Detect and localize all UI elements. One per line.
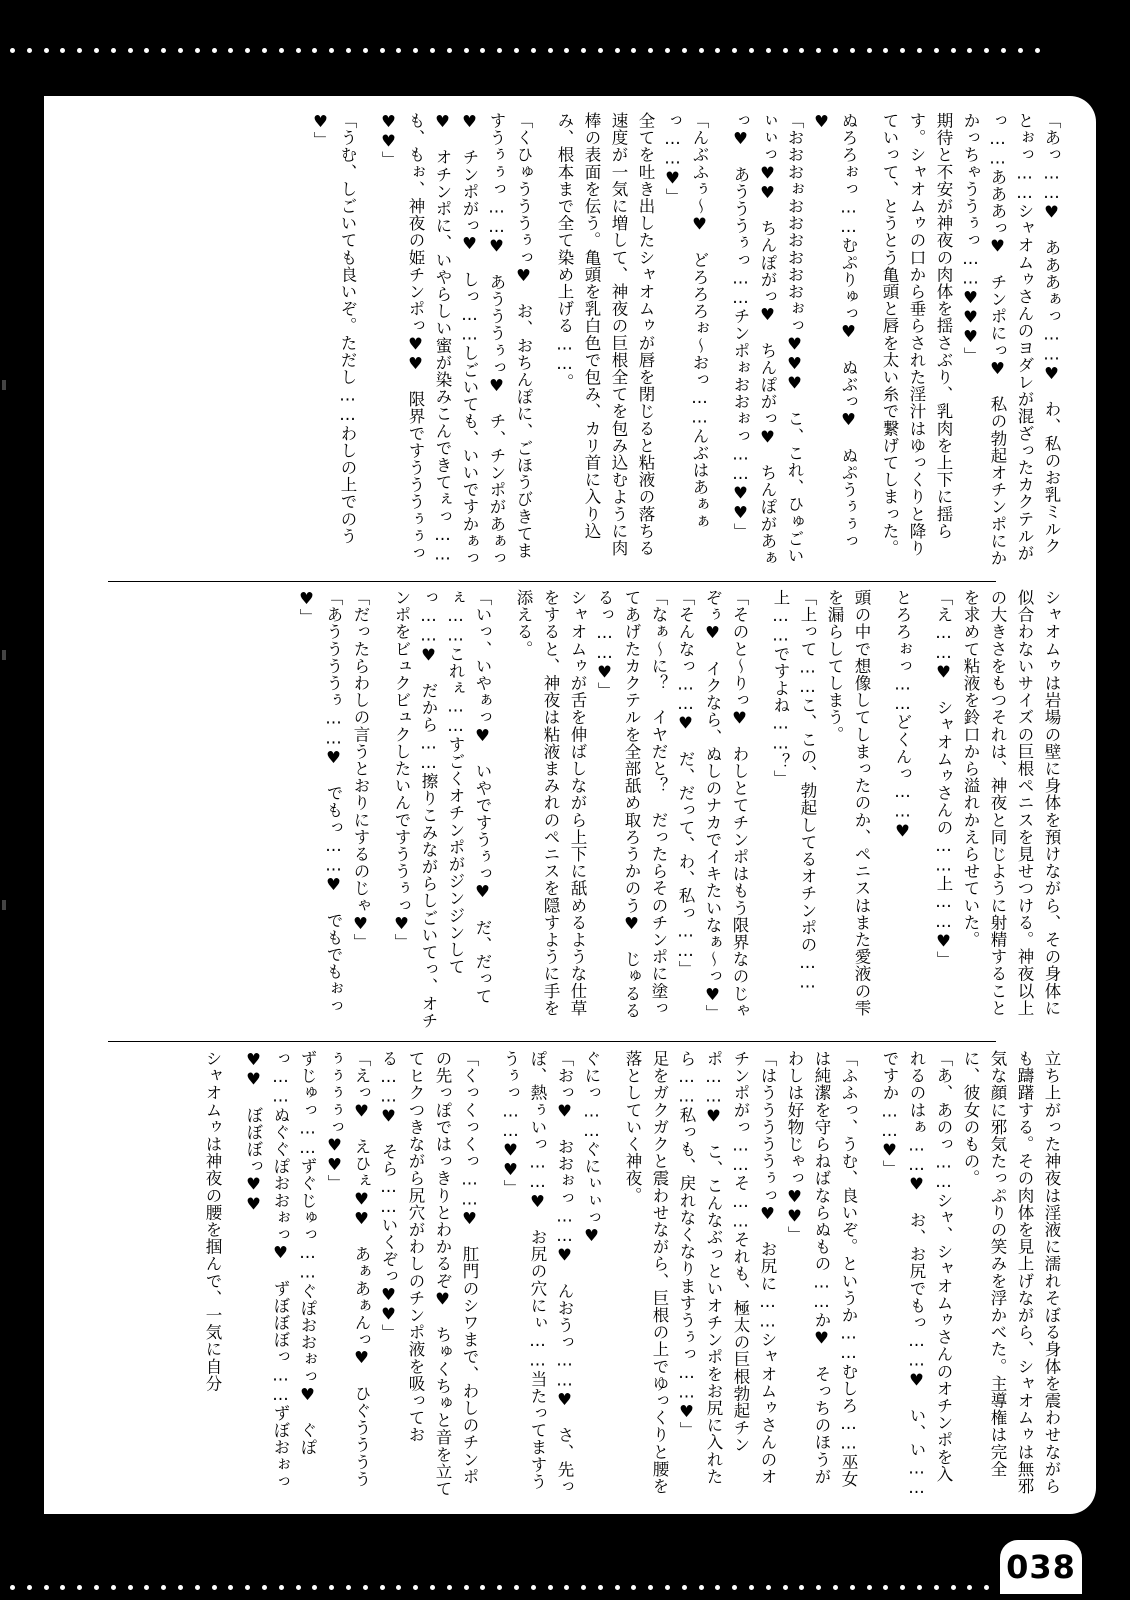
border-dot — [749, 1585, 754, 1590]
border-dot — [212, 1585, 217, 1590]
border-dot — [648, 1585, 653, 1590]
border-dot — [732, 1585, 737, 1590]
border-dot — [497, 48, 502, 53]
border-dot — [548, 1585, 553, 1590]
paragraph: 「いっ、いやぁっ♥ いやですうぅっ♥ だ、だってぇ……これぇ……すごくオチンポがジンジンしてっ……♥ だから……擦りこみながらしごいてっ、オチンポをビュクビュクしたいんですううぅっ♥」 — [392, 589, 492, 1029]
border-dot — [531, 48, 536, 53]
border-dot — [564, 48, 569, 53]
border-dot — [783, 48, 788, 53]
border-dot — [27, 1585, 32, 1590]
border-dot — [984, 1585, 989, 1590]
border-dot — [312, 48, 317, 53]
border-dot — [396, 1585, 401, 1590]
border-dot — [699, 1585, 704, 1590]
paragraph: 「上って……こ、この、勃起してるオチンポの……上……ですよね……？」 — [771, 589, 817, 993]
border-dot — [833, 48, 838, 53]
border-dot — [312, 1585, 317, 1590]
border-dot — [44, 1585, 49, 1590]
paragraph: シャオムゥは岩場の壁に身体を預けながら、その身体に似合わないサイズの巨根ペニスを見せつける。神夜以上の大きさをもつそれは、神夜と同じように射精することを求めて粘液を鈴口から溢れかえらせていた。 — [961, 589, 1061, 1017]
border-dot — [984, 48, 989, 53]
border-dot — [464, 48, 469, 53]
border-dot — [128, 48, 133, 53]
border-dot — [464, 1585, 469, 1590]
border-dot — [228, 1585, 233, 1590]
border-dot — [615, 1585, 620, 1590]
border-dot — [1018, 48, 1023, 53]
paragraph: 「はうううううぅっ♥ お尻に……シャオムゥさんのオチンポがっ……そ……それも、極太の巨根勃起チンポ……♥ こ、こんなぶっといオチンポをお尻に入れたら……私っも、戻れなくなりますうぅっ……♥」 — [677, 1050, 777, 1485]
border-dot — [44, 48, 49, 53]
border-dot — [883, 48, 888, 53]
paragraph: とろろぉっ……どくんっ……♥ — [893, 589, 912, 841]
border-dot — [363, 48, 368, 53]
border-dot — [766, 48, 771, 53]
border-dot — [665, 1585, 670, 1590]
border-dot — [161, 1585, 166, 1590]
border-dot — [94, 1585, 99, 1590]
paragraph: 足をガクガクと震わせながら、巨根の上でゆっくりと腰を落としていく神夜。 — [623, 1050, 669, 1495]
border-dot — [447, 1585, 452, 1590]
border-dot — [867, 1585, 872, 1590]
border-dot — [346, 48, 351, 53]
border-dot — [917, 48, 922, 53]
border-dot — [262, 1585, 267, 1590]
border-dot — [581, 48, 586, 53]
border-dot — [682, 1585, 687, 1590]
border-dot — [1035, 48, 1040, 53]
border-dot — [934, 48, 939, 53]
border-dot — [161, 48, 166, 53]
border-dot — [296, 1585, 301, 1590]
border-dot — [111, 48, 116, 53]
edge-mark — [2, 650, 6, 660]
paragraph: 「え……♥ シャオムゥさんの……上……♥」 — [934, 589, 953, 969]
page-number-tab — [1000, 1540, 1082, 1594]
paragraph: 立ち上がった神夜は淫液に濡れそぼる身体を震わせながらも躊躇する。その肉体を見上げながら、シャオムゥは無邪気な顔に邪気たっぷりの笑みを浮かべた。主導権は完全に、彼女のもの。 — [961, 1050, 1061, 1495]
paragraph: ぬろろぉっ……むぷりゅっ♥ ぬぶっ♥ ぬぷうぅぅっ♥ — [812, 112, 858, 550]
edge-mark — [2, 900, 6, 910]
border-dot — [531, 1585, 536, 1590]
border-dot — [77, 48, 82, 53]
paragraph: 頭の中で想像してしまったのか、ペニスはまた愛液の雫を漏らしてしまう。 — [825, 589, 871, 1017]
section-divider — [108, 1041, 996, 1042]
paragraph: 「えっ♥ えひぇ♥♥ あぁあぁんっ♥ ひぐううううぅぅぅぅっ♥♥」 — [325, 1050, 371, 1488]
paragraph: ぐにっ……ぐにぃぃっ♥ — [582, 1050, 601, 1246]
border-dot — [178, 1585, 183, 1590]
border-dot — [850, 48, 855, 53]
border-dot — [380, 48, 385, 53]
border-dot — [1001, 48, 1006, 53]
paragraph: 「あううううぅ……♥ でもっ……♥ でもでもぉっ♥」 — [297, 589, 343, 1015]
border-dot — [128, 1585, 133, 1590]
border-dot — [346, 1585, 351, 1590]
border-dot — [480, 1585, 485, 1590]
border-dot — [27, 48, 32, 53]
border-dot — [195, 1585, 200, 1590]
paragraph: 「そんなっ……♥ だ、だって、わ、私っ……」 — [676, 589, 695, 978]
border-dot — [212, 48, 217, 53]
border-dot — [715, 1585, 720, 1590]
border-dot — [195, 48, 200, 53]
paragraph: シャオムゥが舌を伸ばしながら上下に舐めるような仕草をすると、神夜は粘液まみれのペニスを隠すように手を添える。 — [514, 589, 587, 1017]
edge-mark — [2, 380, 6, 390]
border-dot — [967, 1585, 972, 1590]
border-dot — [430, 1585, 435, 1590]
section-divider — [108, 581, 996, 582]
border-dot — [850, 1585, 855, 1590]
bottom-dot-border — [10, 1582, 1040, 1592]
border-dot — [682, 48, 687, 53]
border-dot — [178, 48, 183, 53]
paragraph: 「おおおぉおおおおおおぉっ♥♥♥ こ、これ、ひゅごいぃぃっ♥♥ ちんぽがっ♥ ちんぽがっ♥ ちんぽがあぁっ♥ あうううぅっ……チンポぉおおぉっ……♥♥」 — [731, 112, 804, 567]
paragraph: 「なぁ〜に？ イヤだと？ だったらそのチンポに塗ってあげたカクテルを全部舐め取ろうかのう♥ じゅるるるっ……♥」 — [595, 589, 668, 1019]
border-dot — [94, 48, 99, 53]
border-dot — [833, 1585, 838, 1590]
border-dot — [766, 1585, 771, 1590]
paragraph: 「だったらわしの言うとおりにするのじゃ♥」 — [351, 589, 370, 951]
border-dot — [615, 48, 620, 53]
border-dot — [430, 48, 435, 53]
border-dot — [816, 1585, 821, 1590]
border-dot — [732, 48, 737, 53]
border-dot — [10, 1585, 15, 1590]
paragraph: 「くっくっくっ……♥ 肛門のシワまで、わしのチンポの先っぽではっきりとわかるぞ♥ ちゅくちゅと音を立ててヒクつきながら尻穴がわしのチンポ液を吸っておる……♥ そら……いくぞっ♥♥」 — [379, 1050, 479, 1498]
border-dot — [279, 48, 284, 53]
border-dot — [60, 48, 65, 53]
border-dot — [665, 48, 670, 53]
border-dot — [10, 48, 15, 53]
border-dot — [413, 48, 418, 53]
border-dot — [480, 48, 485, 53]
border-dot — [380, 1585, 385, 1590]
paragraph: 「ふふっ、うむ、良いぞ。というか……むしろ……巫女は純潔を守らねばならぬもの……か♥ そっちのほうがわしは好物じゃっ♥♥」 — [785, 1050, 858, 1488]
border-dot — [564, 1585, 569, 1590]
border-dot — [413, 1585, 418, 1590]
top-dot-border — [10, 45, 1040, 55]
border-dot — [598, 1585, 603, 1590]
border-dot — [144, 48, 149, 53]
border-dot — [900, 48, 905, 53]
border-dot — [228, 48, 233, 53]
border-dot — [749, 48, 754, 53]
border-dot — [77, 1585, 82, 1590]
border-dot — [245, 48, 250, 53]
paragraph: 「うむ、しごいても良いぞ。ただし……わしの上でのう♥」 — [311, 112, 357, 545]
border-dot — [934, 1585, 939, 1590]
paragraph: シャオムゥは神夜の腰を掴んで、一気に自分 — [203, 1050, 222, 1392]
border-dot — [598, 48, 603, 53]
border-dot — [514, 1585, 519, 1590]
paragraph: 「あ、あのっ……シャ、シャオムゥさんのオチンポを入れるのはぁ……♥ お、お尻でもっ……♥ い、い……ですか……♥」 — [880, 1050, 953, 1498]
paragraph: 「あっ……♥ あああぁっ……♥ わ、私のお乳ミルクとぉっ……シャオムゥさんのヨダレが混ざったカクテルがっ……あああっ♥ チンポにっ♥ 私の勃起オチンポにかかっちゃううぅっ……♥♥♥」 — [961, 112, 1061, 567]
text-band-middle — [65, 589, 1065, 1029]
border-dot — [279, 1585, 284, 1590]
paragraph: ずじゅっ……ずぐじゅっ……ぐぽおおぉっ♥ ぐぽっ……ぬぐぐぽおおぉっ♥ ずぼぼぼっ……ずぼおぉっ♥♥ ぼぼぼっ♥♥ — [244, 1050, 317, 1490]
border-dot — [581, 1585, 586, 1590]
border-dot — [514, 48, 519, 53]
border-dot — [631, 1585, 636, 1590]
border-dot — [548, 48, 553, 53]
page-number: 038 — [1006, 1548, 1076, 1586]
border-dot — [867, 48, 872, 53]
border-dot — [816, 48, 821, 53]
border-dot — [900, 1585, 905, 1590]
text-band-top — [65, 112, 1065, 567]
border-dot — [799, 48, 804, 53]
border-dot — [363, 1585, 368, 1590]
border-dot — [262, 48, 267, 53]
text-band-bottom — [65, 1050, 1065, 1498]
paragraph: 「んぶふぅ〜♥ どろろろぉ〜おっ……んぶはあぁぁっ……♥」 — [663, 112, 709, 530]
border-dot — [715, 48, 720, 53]
border-dot — [631, 48, 636, 53]
border-dot — [144, 1585, 149, 1590]
border-dot — [447, 48, 452, 53]
paragraph: 「おっ♥ おおぉっ……♥ んおうっ……♥ さ、先っぽ、熱ぅいっ……♥ お尻の穴にぃ……当たってますううぅっ……♥♥」 — [501, 1050, 574, 1495]
border-dot — [883, 1585, 888, 1590]
border-dot — [329, 1585, 334, 1590]
paragraph: 「そのと〜りっ♥ わしとてチンポはもう限界なのじゃぞぅ♥ イクなら、ぬしのナカでイキたいなぁ〜っ♥」 — [703, 589, 749, 1022]
border-dot — [245, 1585, 250, 1590]
border-dot — [111, 1585, 116, 1590]
border-dot — [951, 48, 956, 53]
border-dot — [799, 1585, 804, 1590]
border-dot — [648, 48, 653, 53]
border-dot — [296, 48, 301, 53]
border-dot — [329, 48, 334, 53]
border-dot — [783, 1585, 788, 1590]
paragraph: 「くひゅうううぅっ♥ お、おちんぽに、ごほうびきてますうぅぅっ……♥ あうううぅっ♥ チ、チンポがあぁっ♥ チンポがっ♥ しっ……しごいても、いいですかぁっ♥ オチンポに、いやらしい蜜が染みこんできてぇっ……も、もぉ、神夜の姫チンポっ♥♥ 限界ですうううぅぅっ♥♥」 — [379, 112, 533, 567]
border-dot — [917, 1585, 922, 1590]
border-dot — [60, 1585, 65, 1590]
border-dot — [396, 48, 401, 53]
paragraph: 全てを吐き出したシャオムゥが唇を閉じると粘液の落ちる速度が一気に増して、神夜の巨根全てを包み込むように肉棒の表面を伝う。亀頭を乳白色で包み、カリ首に入り込み、根本まで全て染め上げる……。 — [555, 112, 655, 557]
border-dot — [497, 1585, 502, 1590]
border-dot — [951, 1585, 956, 1590]
paragraph: 期待と不安が神夜の肉体を揺さぶり、乳肉を上下に揺らす。シャオムゥの口から垂らされた淫汁はゆっくりと降りていって、とうとう亀頭と唇を太い糸で繋げてしまった。 — [880, 112, 953, 557]
border-dot — [967, 48, 972, 53]
border-dot — [699, 48, 704, 53]
